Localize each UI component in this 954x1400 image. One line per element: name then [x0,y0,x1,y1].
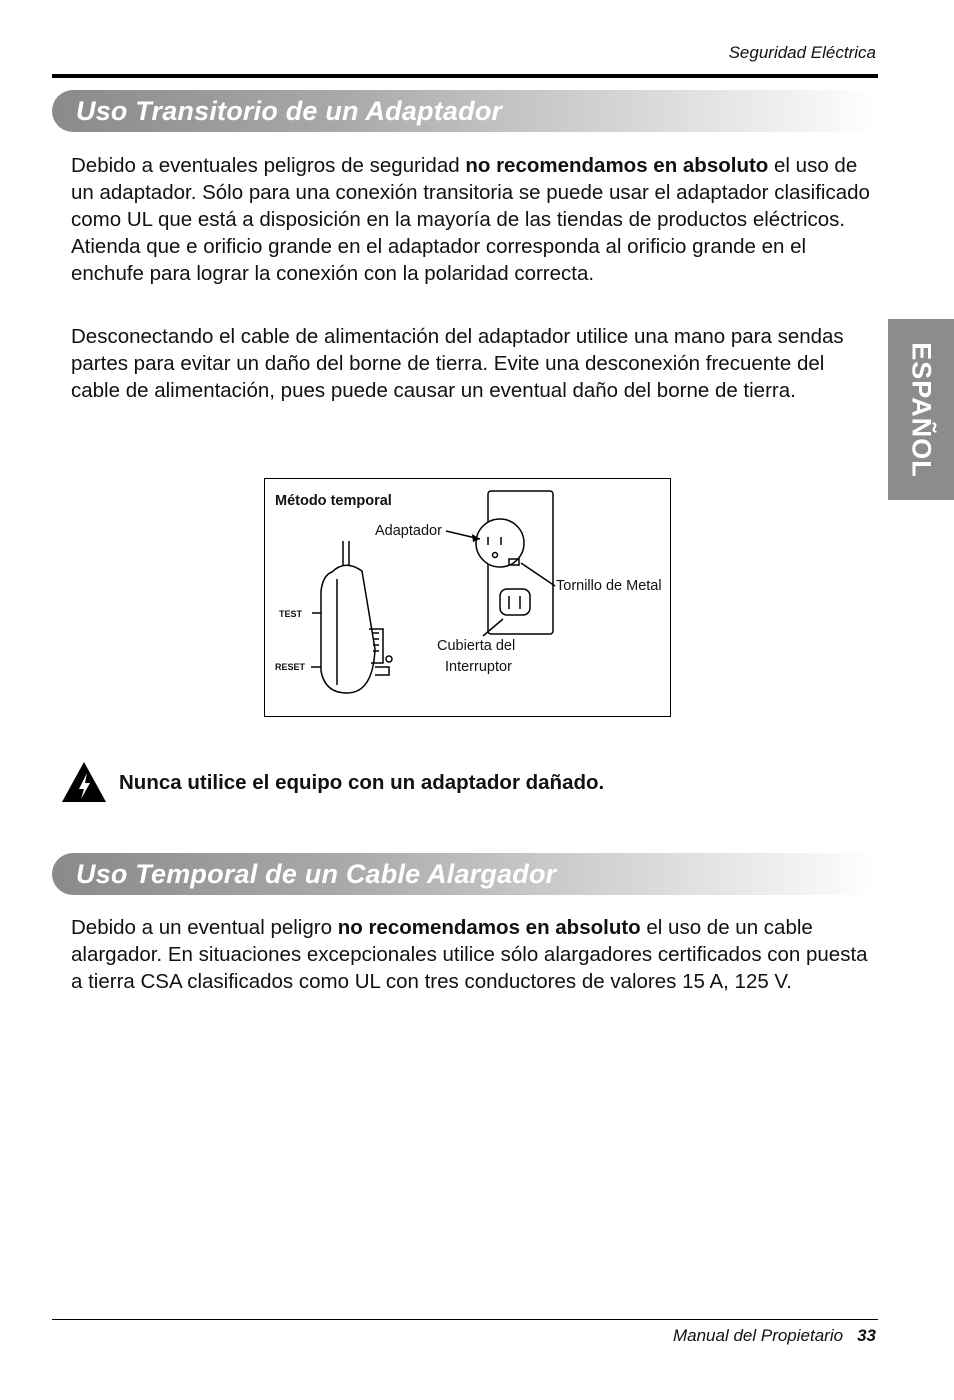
screw-leader-line [521,563,555,586]
section-2-paragraph-1 [71,914,871,995]
adapter-label: Adaptador [375,523,442,539]
paragraph-text: el uso de un adaptador. Sólo para una conexión transitoria se puede usar el adaptador clasificado como UL que está a disposición en la mayoría de las tiendas de productos eléctricos. Atienda que e orificio grande en el adaptador corresponda al orificio grande en el enchufe para lograr la conexión con la polaridad correcta. [71,154,870,285]
section-2-header [52,853,878,895]
paragraph-text: el uso de un cable alargador. En situaciones excepcionales utilice sólo alargadores certificados con puesta a tierra CSA clasificados como UL con tres conductores de valores 15 A, 125 V. [71,916,868,993]
page-footer [673,1326,876,1346]
paragraph-emphasis: no recomendamos en absoluto [465,154,769,177]
footer-text: Manual del Propietario [672,1326,844,1345]
power-cord [343,541,349,567]
paragraph-emphasis: no recomendamos en absoluto [337,916,641,939]
section-2-title: Uso Temporal de un Cable Alargador [76,859,557,889]
language-tab-label: ESPAÑOL [906,341,937,478]
breaker-cover-label-1: Cubierta del [437,638,516,654]
page-header-title: Seguridad Eléctrica [728,43,876,62]
section-1-title: Uso Transitorio de un Adaptador [76,96,503,126]
gfci-plug-body [321,565,375,693]
paragraph-text: Debido a eventuales peligros de seguridad [71,154,466,177]
breaker-cover-label-2: Interruptor [445,659,512,675]
warning-text: Nunca utilice el equipo con un adaptador dañado. [119,771,605,794]
test-button-label: TEST [279,609,303,619]
adapter-diagram [264,478,671,717]
adapter-diagram-drawing [265,479,670,716]
lower-outlet [500,589,530,615]
paragraph-text: Debido a un eventual peligro [71,916,338,939]
reset-button-label: RESET [275,662,306,672]
language-tab [888,319,954,500]
top-divider [52,74,878,78]
adapter-body [476,519,524,567]
metal-screw-label: Tornillo de Metal [556,578,662,594]
section-1-header [52,90,878,132]
warning-lightning-icon [60,760,108,804]
bottom-divider [52,1319,878,1320]
section-1-paragraph-2: Desconectando el cable de alimentación del adaptador utilice una mano para sendas partes para evitar un daño del borne de tierra. Evite una desconexión frecuente del cable de alimentación, pues puede causar un eventual daño del borne de tierra. [71,325,844,402]
diagram-title: Método temporal [275,493,392,509]
page-number: 33 [857,1326,876,1345]
section-1-paragraph-1 [71,152,871,287]
